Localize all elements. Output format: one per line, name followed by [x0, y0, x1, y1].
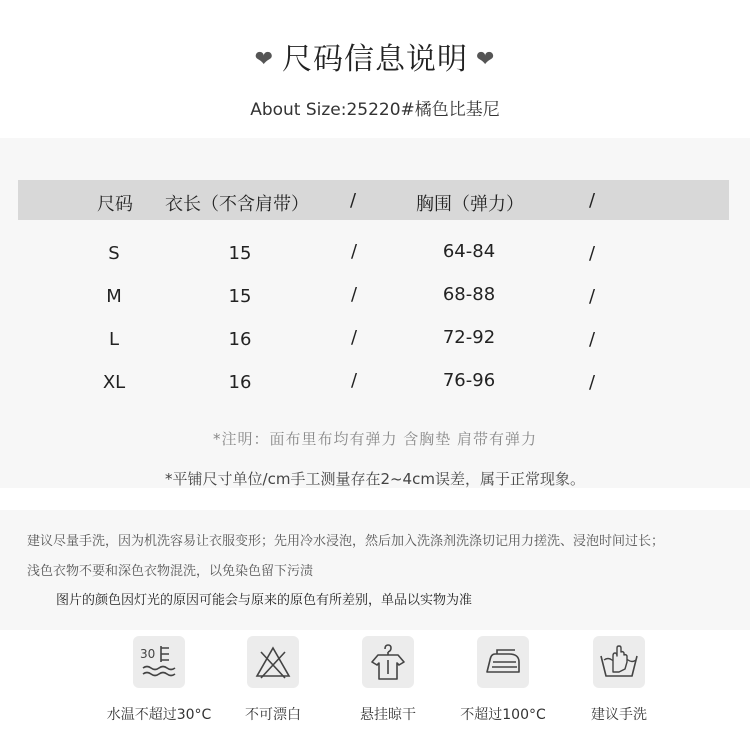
length-cell: 16	[228, 329, 252, 350]
length-cell: 16	[228, 372, 252, 393]
care-line: 浅色衣物不要和深色衣物混洗，以免染色留下污渍	[27, 564, 314, 579]
size-cell: L	[108, 329, 120, 350]
sep-cell: /	[588, 372, 596, 393]
material-note: *注明：面布里布均有弹力 含胸垫 肩带有弹力	[212, 430, 538, 448]
care-item-handwash	[559, 636, 679, 724]
care-item-iron	[443, 636, 563, 724]
color-disclaimer: 图片的颜色因灯光的原因可能会与原来的原色有所差别，单品以实物为准	[56, 593, 473, 608]
size-cell: M	[106, 286, 122, 307]
bust-cell: 68-88	[442, 284, 496, 305]
header-bust: 胸围（弹力）	[416, 194, 524, 215]
heart-icon: ❤	[254, 47, 274, 72]
header-sep: /	[588, 190, 596, 211]
care-item-dry	[328, 636, 448, 724]
hand-wash-icon	[593, 636, 645, 688]
table-header-row	[18, 180, 729, 220]
hang-dry-icon	[362, 636, 414, 688]
care-line: 建议尽量手洗，因为机洗容易让衣服变形；先用冷水浸泡，然后加入洗涤剂洗涤切记用力搓洗、浸泡时间过长；	[27, 534, 665, 549]
wash-temp-text: 30	[140, 647, 156, 661]
bust-cell: 76-96	[442, 370, 496, 391]
sep-cell: /	[588, 329, 596, 350]
size-cell: S	[108, 243, 120, 264]
measurement-tip: *平铺尺寸单位/cm手工测量存在2~4cm误差，属于正常现象。	[165, 470, 585, 488]
bust-cell: 64-84	[442, 241, 496, 262]
length-cell: 15	[228, 243, 252, 264]
wash-30-icon	[133, 636, 185, 688]
header-sep: /	[349, 190, 357, 211]
header	[0, 0, 750, 138]
iron-label: 不超过100°C	[460, 707, 546, 723]
header-length: 衣长（不含肩带）	[165, 194, 309, 215]
size-cell: XL	[102, 372, 126, 393]
sep-cell: /	[350, 284, 358, 305]
wash-label: 水温不超过30°C	[106, 707, 212, 723]
care-instructions	[0, 510, 750, 630]
size-table-section	[0, 138, 750, 488]
sep-cell: /	[350, 241, 358, 262]
handwash-label: 建议手洗	[591, 707, 647, 723]
sep-cell: /	[350, 327, 358, 348]
sep-cell: /	[588, 286, 596, 307]
heart-icon: ❤	[476, 47, 496, 72]
care-icons	[0, 636, 750, 754]
page-title	[0, 34, 750, 78]
sep-cell: /	[588, 243, 596, 264]
sep-cell: /	[350, 370, 358, 391]
length-cell: 15	[228, 286, 252, 307]
subtitle: About Size:25220#橘色比基尼	[250, 100, 500, 120]
bust-cell: 72-92	[442, 327, 496, 348]
header-size: 尺码	[97, 194, 133, 215]
dry-label: 悬挂晾干	[360, 707, 416, 723]
no-bleach-icon	[247, 636, 299, 688]
bleach-label: 不可漂白	[245, 707, 301, 723]
care-item-bleach	[213, 636, 333, 724]
title-text: 尺码信息说明	[282, 42, 468, 77]
care-item-wash	[99, 636, 219, 724]
iron-icon	[477, 636, 529, 688]
